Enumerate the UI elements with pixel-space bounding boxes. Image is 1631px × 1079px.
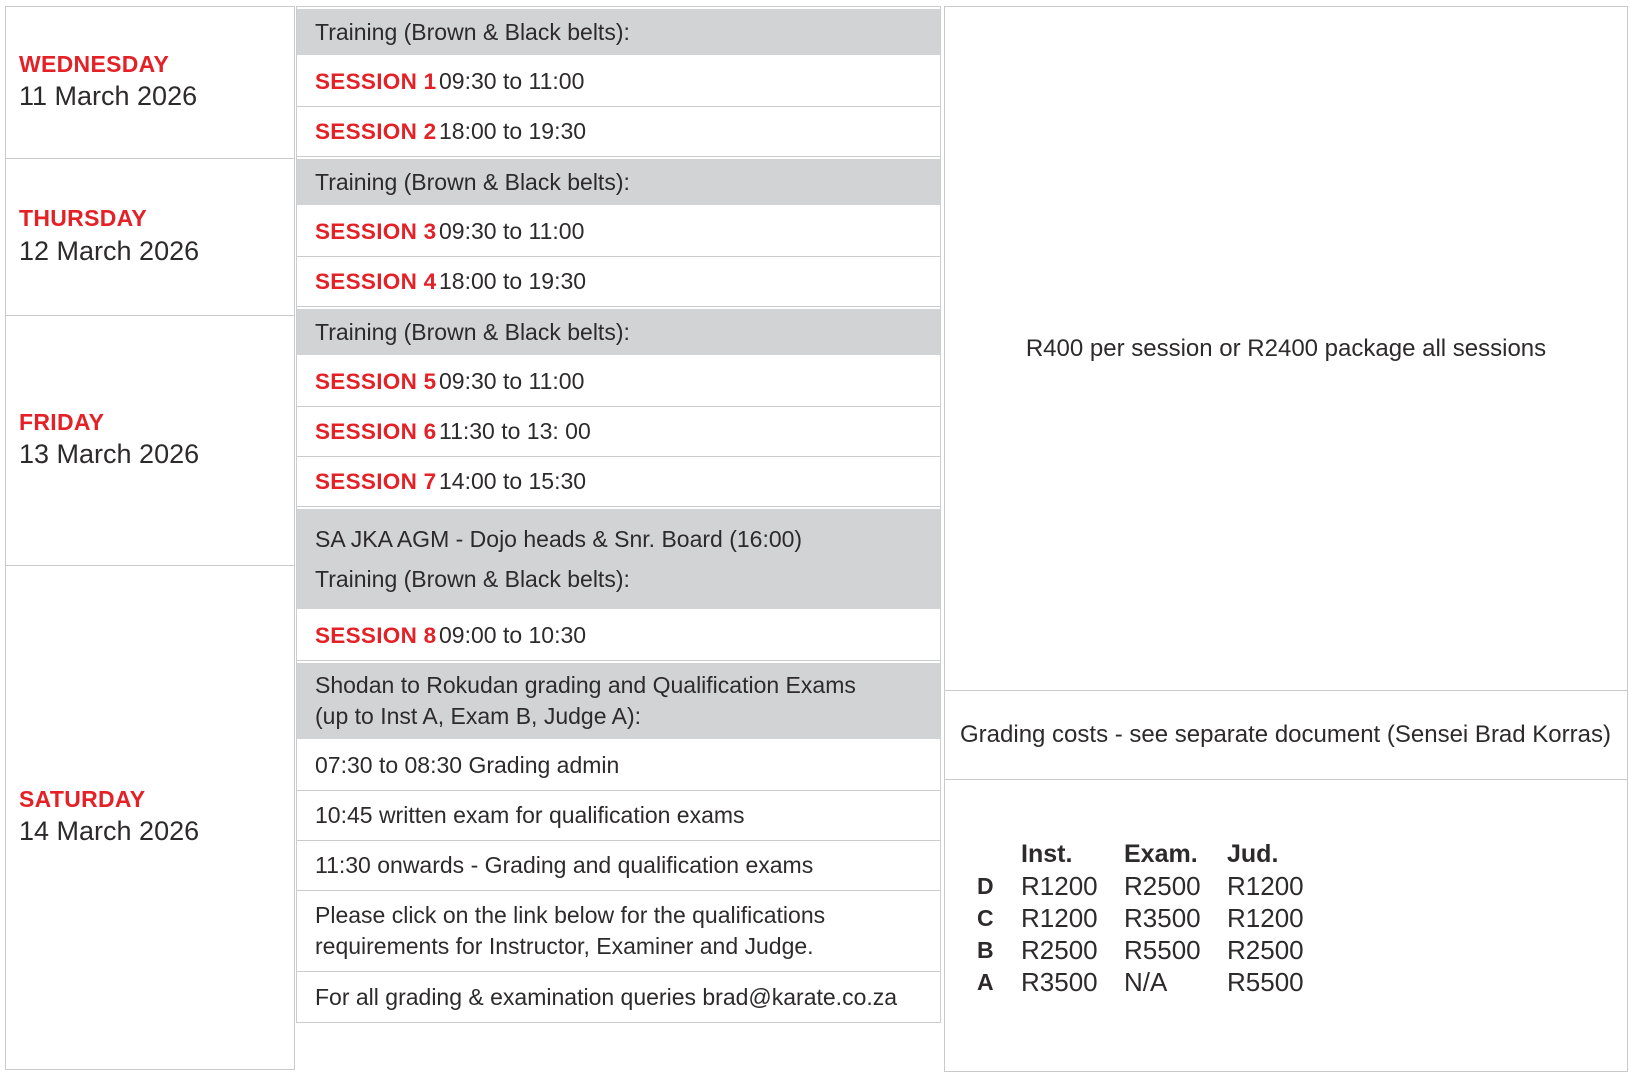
day-card bbox=[5, 158, 295, 316]
schedule-row bbox=[297, 407, 940, 457]
session-time: 18:00 to 19:30 bbox=[439, 268, 587, 294]
grade-letter: A bbox=[977, 968, 994, 995]
pricing-row bbox=[977, 870, 1330, 902]
row-text: Training (Brown & Black belts): bbox=[315, 318, 630, 345]
schedule-row bbox=[297, 457, 940, 507]
day-name: FRIDAY bbox=[19, 408, 105, 435]
session-time: 09:30 to 11:00 bbox=[439, 68, 585, 94]
day-card bbox=[5, 315, 295, 566]
schedule-row bbox=[297, 309, 940, 355]
price-cell-jud: R1200 bbox=[1227, 902, 1304, 933]
row-text: 10:45 written exam for qualification exams bbox=[315, 802, 745, 828]
session-time: 09:00 to 10:30 bbox=[439, 622, 587, 648]
day-name: THURSDAY bbox=[19, 205, 148, 232]
day-name: WEDNESDAY bbox=[19, 50, 170, 77]
session-time: 18:00 to 19:30 bbox=[439, 118, 587, 144]
session-label: SESSION 6 bbox=[315, 418, 437, 444]
session-label: SESSION 4 bbox=[315, 268, 437, 294]
schedule-row bbox=[297, 891, 940, 972]
session-time: 11:30 to 13: 00 bbox=[439, 418, 591, 444]
pricing-row bbox=[977, 966, 1330, 998]
price-cell-exam: R5500 bbox=[1124, 934, 1201, 965]
pricing-row bbox=[977, 934, 1330, 966]
session-label: SESSION 5 bbox=[315, 368, 437, 394]
session-pricing-text: R400 per session or R2400 package all sessions bbox=[1025, 334, 1547, 362]
schedule-row bbox=[297, 57, 940, 107]
session-time: 09:30 to 11:00 bbox=[439, 218, 585, 244]
pricing-header-blank bbox=[977, 838, 1021, 870]
grading-costs-note: Grading costs - see separate document (Sensei Brad Korras) bbox=[960, 721, 1611, 748]
session-pricing-panel bbox=[944, 6, 1628, 691]
schedule-row bbox=[297, 357, 940, 407]
schedule-row bbox=[297, 257, 940, 307]
price-cell-jud: R1200 bbox=[1227, 870, 1304, 901]
qualification-pricing-panel bbox=[944, 779, 1628, 1072]
row-text: Please click on the link below for the qualifications requirements for Instructor, Examiner and Judge. bbox=[315, 902, 826, 959]
row-text: For all grading & examination queries brad@karate.co.za bbox=[315, 983, 898, 1010]
row-text: 07:30 to 08:30 Grading admin bbox=[315, 752, 620, 778]
price-cell-inst: R1200 bbox=[1021, 902, 1098, 933]
price-cell-jud: R2500 bbox=[1227, 934, 1304, 965]
schedule-row bbox=[297, 791, 940, 841]
session-label: SESSION 3 bbox=[315, 218, 437, 244]
price-cell-inst: R1200 bbox=[1021, 870, 1098, 901]
session-time: 14:00 to 15:30 bbox=[439, 468, 587, 494]
pricing-row bbox=[977, 902, 1330, 934]
row-text: Shodan to Rokudan grading and Qualification Exams (up to Inst A, Exam B, Judge A): bbox=[315, 672, 856, 729]
pricing-header-jud: Jud. bbox=[1227, 839, 1279, 868]
grade-letter: B bbox=[977, 936, 994, 963]
price-cell-jud: R5500 bbox=[1227, 966, 1304, 997]
schedule-row bbox=[297, 611, 940, 661]
agm-line: SA JKA AGM - Dojo heads & Snr. Board (16:00) bbox=[315, 525, 803, 552]
row-text: 11:30 onwards - Grading and qualification exams bbox=[315, 852, 814, 878]
schedule-row bbox=[297, 841, 940, 891]
session-label: SESSION 7 bbox=[315, 468, 437, 494]
row-text: Training (Brown & Black belts): bbox=[315, 18, 630, 45]
schedule-column bbox=[296, 6, 941, 1023]
day-date: 13 March 2026 bbox=[19, 439, 200, 470]
session-label: SESSION 2 bbox=[315, 118, 437, 144]
pricing-header-inst: Inst. bbox=[1021, 839, 1073, 868]
schedule-row bbox=[297, 9, 940, 55]
session-time: 09:30 to 11:00 bbox=[439, 368, 585, 394]
day-name: SATURDAY bbox=[19, 785, 146, 812]
qualification-pricing-table bbox=[977, 838, 1330, 998]
schedule-row bbox=[297, 972, 940, 1022]
day-card bbox=[5, 6, 295, 159]
day-column bbox=[5, 6, 295, 1070]
day-date: 14 March 2026 bbox=[19, 816, 200, 847]
schedule-row bbox=[297, 663, 940, 739]
grade-letter: C bbox=[977, 904, 994, 931]
day-date: 12 March 2026 bbox=[19, 235, 200, 266]
grading-costs-panel bbox=[944, 690, 1628, 780]
session-label: SESSION 1 bbox=[315, 68, 437, 94]
grade-letter: D bbox=[977, 872, 994, 899]
row-text: Training (Brown & Black belts): bbox=[315, 168, 630, 195]
price-cell-exam: N/A bbox=[1124, 966, 1168, 997]
pricing-header-row bbox=[977, 838, 1330, 870]
training-line: Training (Brown & Black belts): bbox=[315, 565, 630, 592]
price-cell-exam: R3500 bbox=[1124, 902, 1201, 933]
schedule-row bbox=[297, 207, 940, 257]
schedule-row bbox=[297, 159, 940, 205]
day-card bbox=[5, 565, 295, 1070]
price-cell-inst: R3500 bbox=[1021, 966, 1098, 997]
session-label: SESSION 8 bbox=[315, 622, 437, 648]
pricing-header-exam: Exam. bbox=[1124, 839, 1198, 868]
schedule-row bbox=[297, 509, 940, 609]
pricing-column bbox=[944, 6, 1628, 1072]
price-cell-inst: R2500 bbox=[1021, 934, 1098, 965]
schedule-row bbox=[297, 741, 940, 791]
schedule-row bbox=[297, 107, 940, 157]
price-cell-exam: R2500 bbox=[1124, 870, 1201, 901]
day-date: 11 March 2026 bbox=[19, 81, 198, 112]
